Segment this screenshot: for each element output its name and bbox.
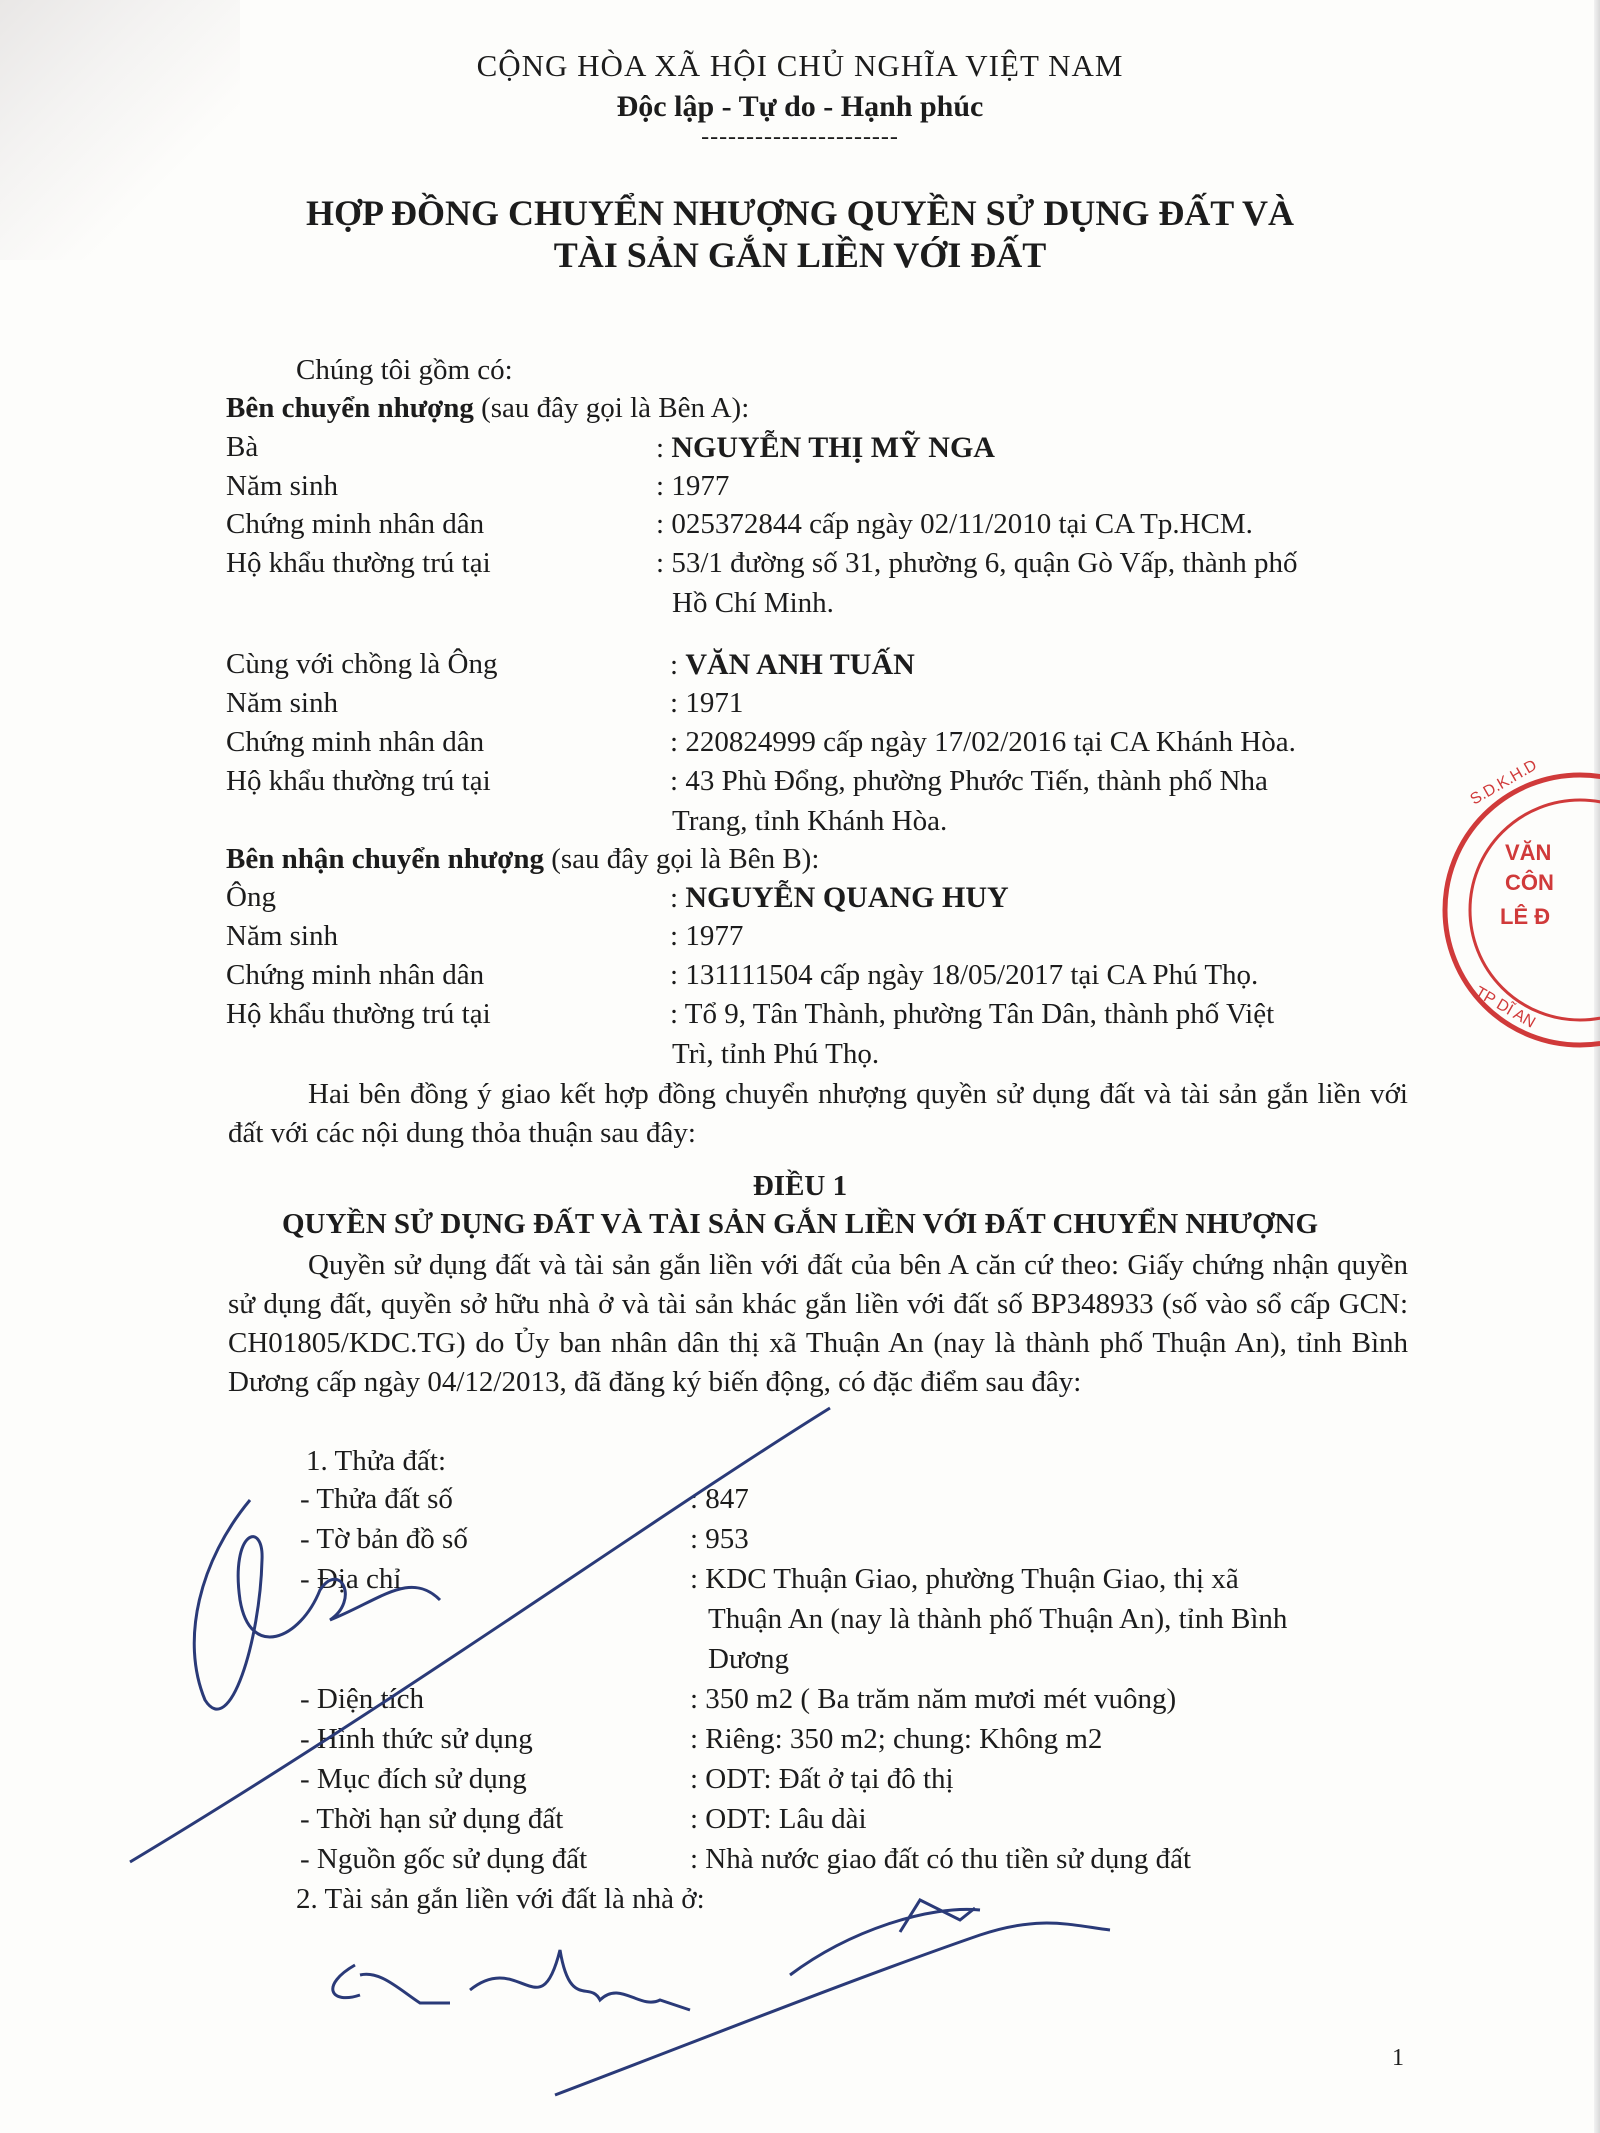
land-purpose-label: - Mục đích sử dụng [300, 1763, 527, 1795]
land-origin-label: - Nguồn gốc sử dụng đất [300, 1843, 588, 1875]
land-usage-form-value: : Riêng: 350 m2; chung: Không m2 [690, 1723, 1103, 1755]
party-b-heading-bold: Bên nhận chuyển nhượng [226, 843, 544, 875]
agreement-paragraph: Hai bên đồng ý giao kết hợp đồng chuyển nhượng quyền sử dụng đất và tài sản gắn liền với đất với các nội dung thỏa thuận sau đây: [228, 1078, 1408, 1149]
party-b-name: NGUYỄN QUANG HUY [685, 881, 1009, 914]
header-separator: ---------------------- [701, 124, 899, 150]
land-address-value: : KDC Thuận Giao, phường Thuận Giao, thị xã [690, 1563, 1239, 1595]
land-term-value: : ODT: Lâu dài [690, 1803, 867, 1835]
party-a-id-row: : 025372844 cấp ngày 02/11/2010 tại CA Tp.HCM. [656, 508, 1253, 540]
land-address-cont2: Dương [708, 1643, 789, 1675]
land-area-value: : 350 m2 ( Ba trăm năm mươi mét vuông) [690, 1683, 1177, 1715]
party-a-address-row: : 53/1 đường số 31, phường 6, quận Gò Vấp, thành phố [656, 547, 1298, 579]
land-map-value: : 953 [690, 1523, 749, 1555]
party-b-birth: 1977 [685, 920, 744, 952]
party-b-birth-label: Năm sinh [226, 920, 338, 952]
land-area-label: - Diện tích [300, 1683, 425, 1715]
party-b-address-label: Hộ khẩu thường trú tại [226, 998, 491, 1030]
party-a-spouse-birth: 1971 [685, 687, 744, 719]
party-a-spouse-birth-row: : 1971 [670, 687, 744, 719]
party-a-birth-row: : 1977 [656, 470, 730, 502]
party-b-address-row: : Tổ 9, Tân Thành, phường Tân Dân, thành phố Việt [670, 998, 1275, 1030]
land-map-label: - Tờ bản đồ số [300, 1523, 468, 1555]
land-parcel-value: : 847 [690, 1483, 749, 1515]
party-b-id-row: : 131111504 cấp ngày 18/05/2017 tại CA Phú Thọ. [670, 959, 1259, 991]
party-a-heading-rest: (sau đây gọi là Bên A): [473, 392, 750, 424]
stamp-text-4: S.D.K.H.D [1467, 756, 1540, 809]
party-a-name-row: : NGUYỄN THỊ MỸ NGA [656, 431, 995, 464]
party-a-spouse-name: VĂN ANH TUẤN [685, 648, 915, 681]
party-a-spouse-id-label: Chứng minh nhân dân [226, 726, 485, 758]
stamp-text-1: VĂN [1505, 840, 1552, 865]
land-heading: 1. Thửa đất: [306, 1445, 447, 1477]
party-a-spouse-label: Cùng với chồng là Ông [226, 648, 498, 680]
land-purpose-value: : ODT: Đất ở tại đô thị [690, 1763, 954, 1795]
party-b-name-row: : NGUYỄN QUANG HUY [670, 881, 1009, 914]
party-a-spouse-address-line2: Trang, tỉnh Khánh Hòa. [672, 805, 948, 837]
land-address-label: - Địa chỉ [300, 1563, 402, 1595]
party-a-birth: 1977 [671, 470, 730, 502]
party-a-address-label: Hộ khẩu thường trú tại [226, 547, 491, 579]
land-origin-value: : Nhà nước giao đất có thu tiền sử dụng đất [690, 1843, 1192, 1875]
stamp-text-2: CÔN [1505, 870, 1554, 895]
party-a-name: NGUYỄN THỊ MỸ NGA [671, 431, 995, 464]
party-a-spouse-id: 220824999 cấp ngày 17/02/2016 tại CA Khánh Hòa. [685, 726, 1296, 758]
stamp-text-5: TP DĨ AN [1472, 983, 1539, 1032]
intro-text: Chúng tôi gồm có: [296, 354, 513, 386]
party-a-spouse-id-row: : 220824999 cấp ngày 17/02/2016 tại CA Khánh Hòa. [670, 726, 1296, 758]
national-title: CỘNG HÒA XÃ HỘI CHỦ NGHĨA VIỆT NAM [476, 48, 1124, 83]
land-parcel-label: - Thửa đất số [300, 1483, 453, 1515]
party-b-address-line1: Tổ 9, Tân Thành, phường Tân Dân, thành phố Việt [684, 998, 1275, 1030]
signature-bottom-2 [470, 1950, 690, 2010]
party-a-heading-bold: Bên chuyển nhượng [226, 392, 474, 424]
party-a-spouse-name-row: : VĂN ANH TUẤN [670, 648, 915, 681]
party-b-heading-rest: (sau đây gọi là Bên B): [543, 843, 820, 875]
party-b-id: 131111504 cấp ngày 18/05/2017 tại CA Phú Thọ. [685, 959, 1259, 991]
party-a-title-label: Bà [226, 431, 259, 463]
party-b-address-line2: Trì, tỉnh Phú Thọ. [672, 1038, 880, 1070]
national-motto: Độc lập - Tự do - Hạnh phúc [616, 90, 984, 123]
signature-scribble-left [194, 1500, 440, 1709]
cross-out-line [130, 1408, 830, 1862]
contract-title-line2: TÀI SẢN GẮN LIỀN VỚI ĐẤT [553, 235, 1047, 275]
article-1-heading: QUYỀN SỬ DỤNG ĐẤT VÀ TÀI SẢN GẮN LIỀN VỚI ĐẤT CHUYỂN NHƯỢNG [281, 1208, 1319, 1240]
land-term-label: - Thời hạn sử dụng đất [300, 1803, 564, 1835]
stamp-text-3: LÊ Đ [1500, 904, 1551, 929]
article-1-number: ĐIỀU 1 [752, 1170, 848, 1202]
party-a-id-label: Chứng minh nhân dân [226, 508, 485, 540]
signature-bottom-3 [555, 1900, 1110, 2095]
party-a-spouse-birth-label: Năm sinh [226, 687, 338, 719]
party-a-address-line1: 53/1 đường số 31, phường 6, quận Gò Vấp, thành phố [671, 547, 1298, 579]
party-a-id: 025372844 cấp ngày 02/11/2010 tại CA Tp.HCM. [671, 508, 1253, 540]
party-b-title-label: Ông [226, 881, 276, 913]
asset-heading: 2. Tài sản gắn liền với đất là nhà ở: [296, 1883, 705, 1915]
land-usage-form-label: - Hình thức sử dụng [300, 1723, 533, 1755]
party-b-id-label: Chứng minh nhân dân [226, 959, 485, 991]
article-1-body: Quyền sử dụng đất và tài sản gắn liền với đất của bên A căn cứ theo: Giấy chứng nhận quyền sử dụng đất, quyền sở hữu nhà ở và tài sản khác gắn liền với đất số BP348933 (số vào sổ cấp GCN: CH01805/KDC.TG) do Ủy ban nhân dân thị xã Thuận An (nay là thành phố Thuận An), tỉnh Bình Dương cấp ngày 04/12/2013, đã đăng ký biến động, có đặc điểm sau đây: [228, 1249, 1408, 1398]
contract-title-line1: HỢP ĐỒNG CHUYỂN NHƯỢNG QUYỀN SỬ DỤNG ĐẤT VÀ [305, 193, 1295, 233]
page-number: 1 [1392, 2045, 1404, 2071]
party-a-spouse-address-label: Hộ khẩu thường trú tại [226, 765, 491, 797]
party-a-spouse-address-row: : 43 Phù Đổng, phường Phước Tiến, thành phố Nha [670, 765, 1268, 797]
land-address-cont1: Thuận An (nay là thành phố Thuận An), tỉnh Bình [708, 1603, 1288, 1635]
party-a-spouse-address-line1: 43 Phù Đổng, phường Phước Tiến, thành phố Nha [685, 765, 1268, 797]
party-b-birth-row: : 1977 [670, 920, 744, 952]
party-a-address-line2: Hồ Chí Minh. [672, 587, 834, 619]
signature-bottom-1 [333, 1965, 450, 2003]
party-a-birth-label: Năm sinh [226, 470, 338, 502]
official-stamp [1445, 757, 1600, 1045]
